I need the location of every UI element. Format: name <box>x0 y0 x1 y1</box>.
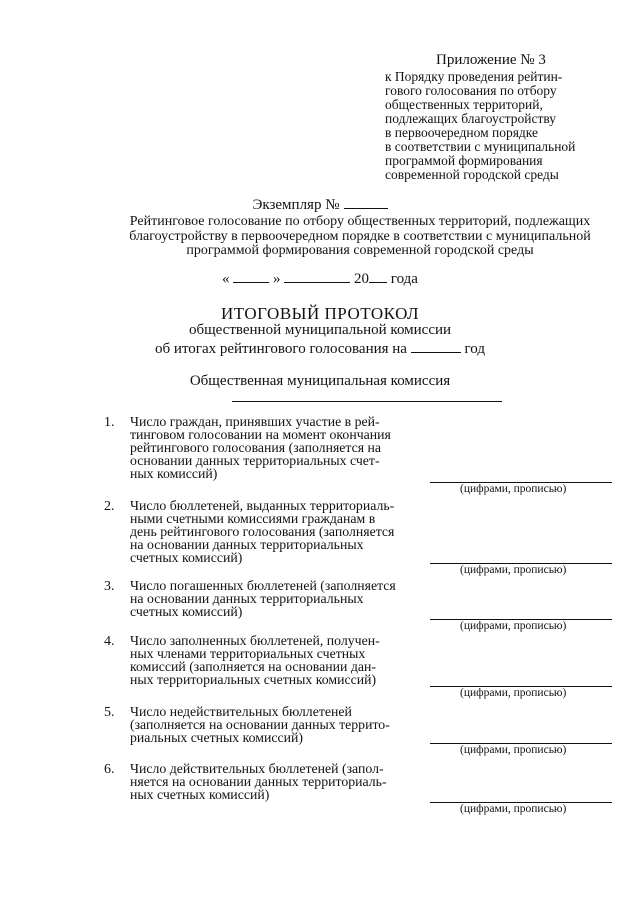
answer-caption: (цифрами, прописью) <box>460 620 567 632</box>
item-line: Число действительных бюллетеней (запол- <box>130 761 384 776</box>
protocol-title: ИТОГОВЫЙ ПРОТОКОЛ <box>220 304 420 323</box>
item-number: 1. <box>104 415 115 430</box>
item-number: 3. <box>104 579 115 594</box>
item-line: Число недействительных бюллетеней <box>130 704 352 719</box>
commission-name-blank[interactable] <box>232 401 502 402</box>
year-word: года <box>390 271 418 287</box>
item-line: няется на основании данных территориаль- <box>130 774 387 789</box>
appendix-line: программой формирования <box>385 153 543 168</box>
copy-number <box>0 196 640 214</box>
item-line: ными счетными комиссиями гражданам в <box>130 511 376 526</box>
item-number: 6. <box>104 762 115 777</box>
century: 20 <box>354 271 370 287</box>
commission-label: Общественная муниципальная комиссия <box>189 373 451 389</box>
answer-caption: (цифрами, прописью) <box>460 564 567 576</box>
heading-line: программой формирования современной городской среды <box>186 243 534 258</box>
appendix-reference <box>385 70 635 182</box>
voting-year-prefix: об итогах рейтингового голосования на <box>155 341 407 357</box>
voting-year-blank[interactable] <box>411 340 461 353</box>
open-quote: « <box>222 271 230 287</box>
month-blank[interactable] <box>284 270 350 283</box>
item-number: 5. <box>104 705 115 720</box>
appendix-line: гового голосования по отбору <box>385 83 557 98</box>
appendix-line: в первоочередном порядке <box>385 125 539 140</box>
item-line: счетных комиссий) <box>130 604 243 619</box>
close-quote: » <box>273 271 281 287</box>
copy-label: Экземпляр № <box>252 197 340 213</box>
voting-year-line <box>0 340 640 358</box>
answer-caption: (цифрами, прописью) <box>460 744 567 756</box>
answer-caption: (цифрами, прописью) <box>460 803 567 815</box>
copy-number-blank[interactable] <box>344 196 388 209</box>
appendix-line: общественных территорий, <box>385 97 543 112</box>
item-number: 4. <box>104 634 115 649</box>
item-line: ных счетных комиссий) <box>130 787 270 802</box>
appendix-line: подлежащих благоустройству <box>385 111 557 126</box>
item-line: ных членами территориальных счетных <box>130 646 366 661</box>
item-line: Число граждан, принявших участие в рей- <box>130 414 380 429</box>
day-blank[interactable] <box>233 270 269 283</box>
appendix-line: в соответствии с муниципальной <box>385 139 576 154</box>
item-line: на основании данных территориальных <box>130 537 364 552</box>
item-line: риальных счетных комиссий) <box>130 730 304 745</box>
heading-line: Рейтинговое голосование по отбору общественных территорий, подлежащих <box>129 214 591 229</box>
voting-year-suffix: год <box>464 341 485 357</box>
item-line: основании данных территориальных счет- <box>130 453 380 468</box>
item-line: ных комиссий) <box>130 466 218 481</box>
item-text <box>130 499 430 564</box>
year-blank[interactable] <box>369 270 387 283</box>
date-line <box>0 270 640 288</box>
item-line: ных территориальных счетных комиссий) <box>130 672 377 687</box>
answer-caption: (цифрами, прописью) <box>460 483 567 495</box>
heading-line: благоустройству в первоочередном порядке в соответствии с муниципальной <box>129 228 591 244</box>
protocol-subtitle: общественной муниципальной комиссии <box>188 322 452 338</box>
answer-caption: (цифрами, прописью) <box>460 687 567 699</box>
item-number: 2. <box>104 499 115 514</box>
item-line: день рейтингового голосования (заполняется <box>130 524 395 539</box>
item-text <box>130 762 430 801</box>
voting-heading <box>100 215 620 259</box>
item-line: Число погашенных бюллетеней (заполняется <box>130 578 396 593</box>
item-line: комиссий (заполняется на основании дан- <box>130 659 376 674</box>
appendix-line: современной городской среды <box>385 167 559 182</box>
item-line: счетных комиссий) <box>130 550 243 565</box>
item-line: тинговом голосовании на момент окончания <box>130 427 391 442</box>
item-text <box>130 705 430 744</box>
item-line: Число бюллетеней, выданных территориаль- <box>130 498 395 513</box>
item-line: на основании данных территориальных <box>130 591 364 606</box>
item-text <box>130 579 430 618</box>
item-line: Число заполненных бюллетеней, получен- <box>130 633 380 648</box>
appendix-title: Приложение № 3 <box>436 52 546 68</box>
item-line: рейтингового голосования (заполняется на <box>130 440 382 455</box>
item-text <box>130 415 430 480</box>
appendix-line: к Порядку проведения рейтин- <box>385 69 563 84</box>
item-line: (заполняется на основании данных террито- <box>130 717 390 732</box>
item-text <box>130 634 430 686</box>
